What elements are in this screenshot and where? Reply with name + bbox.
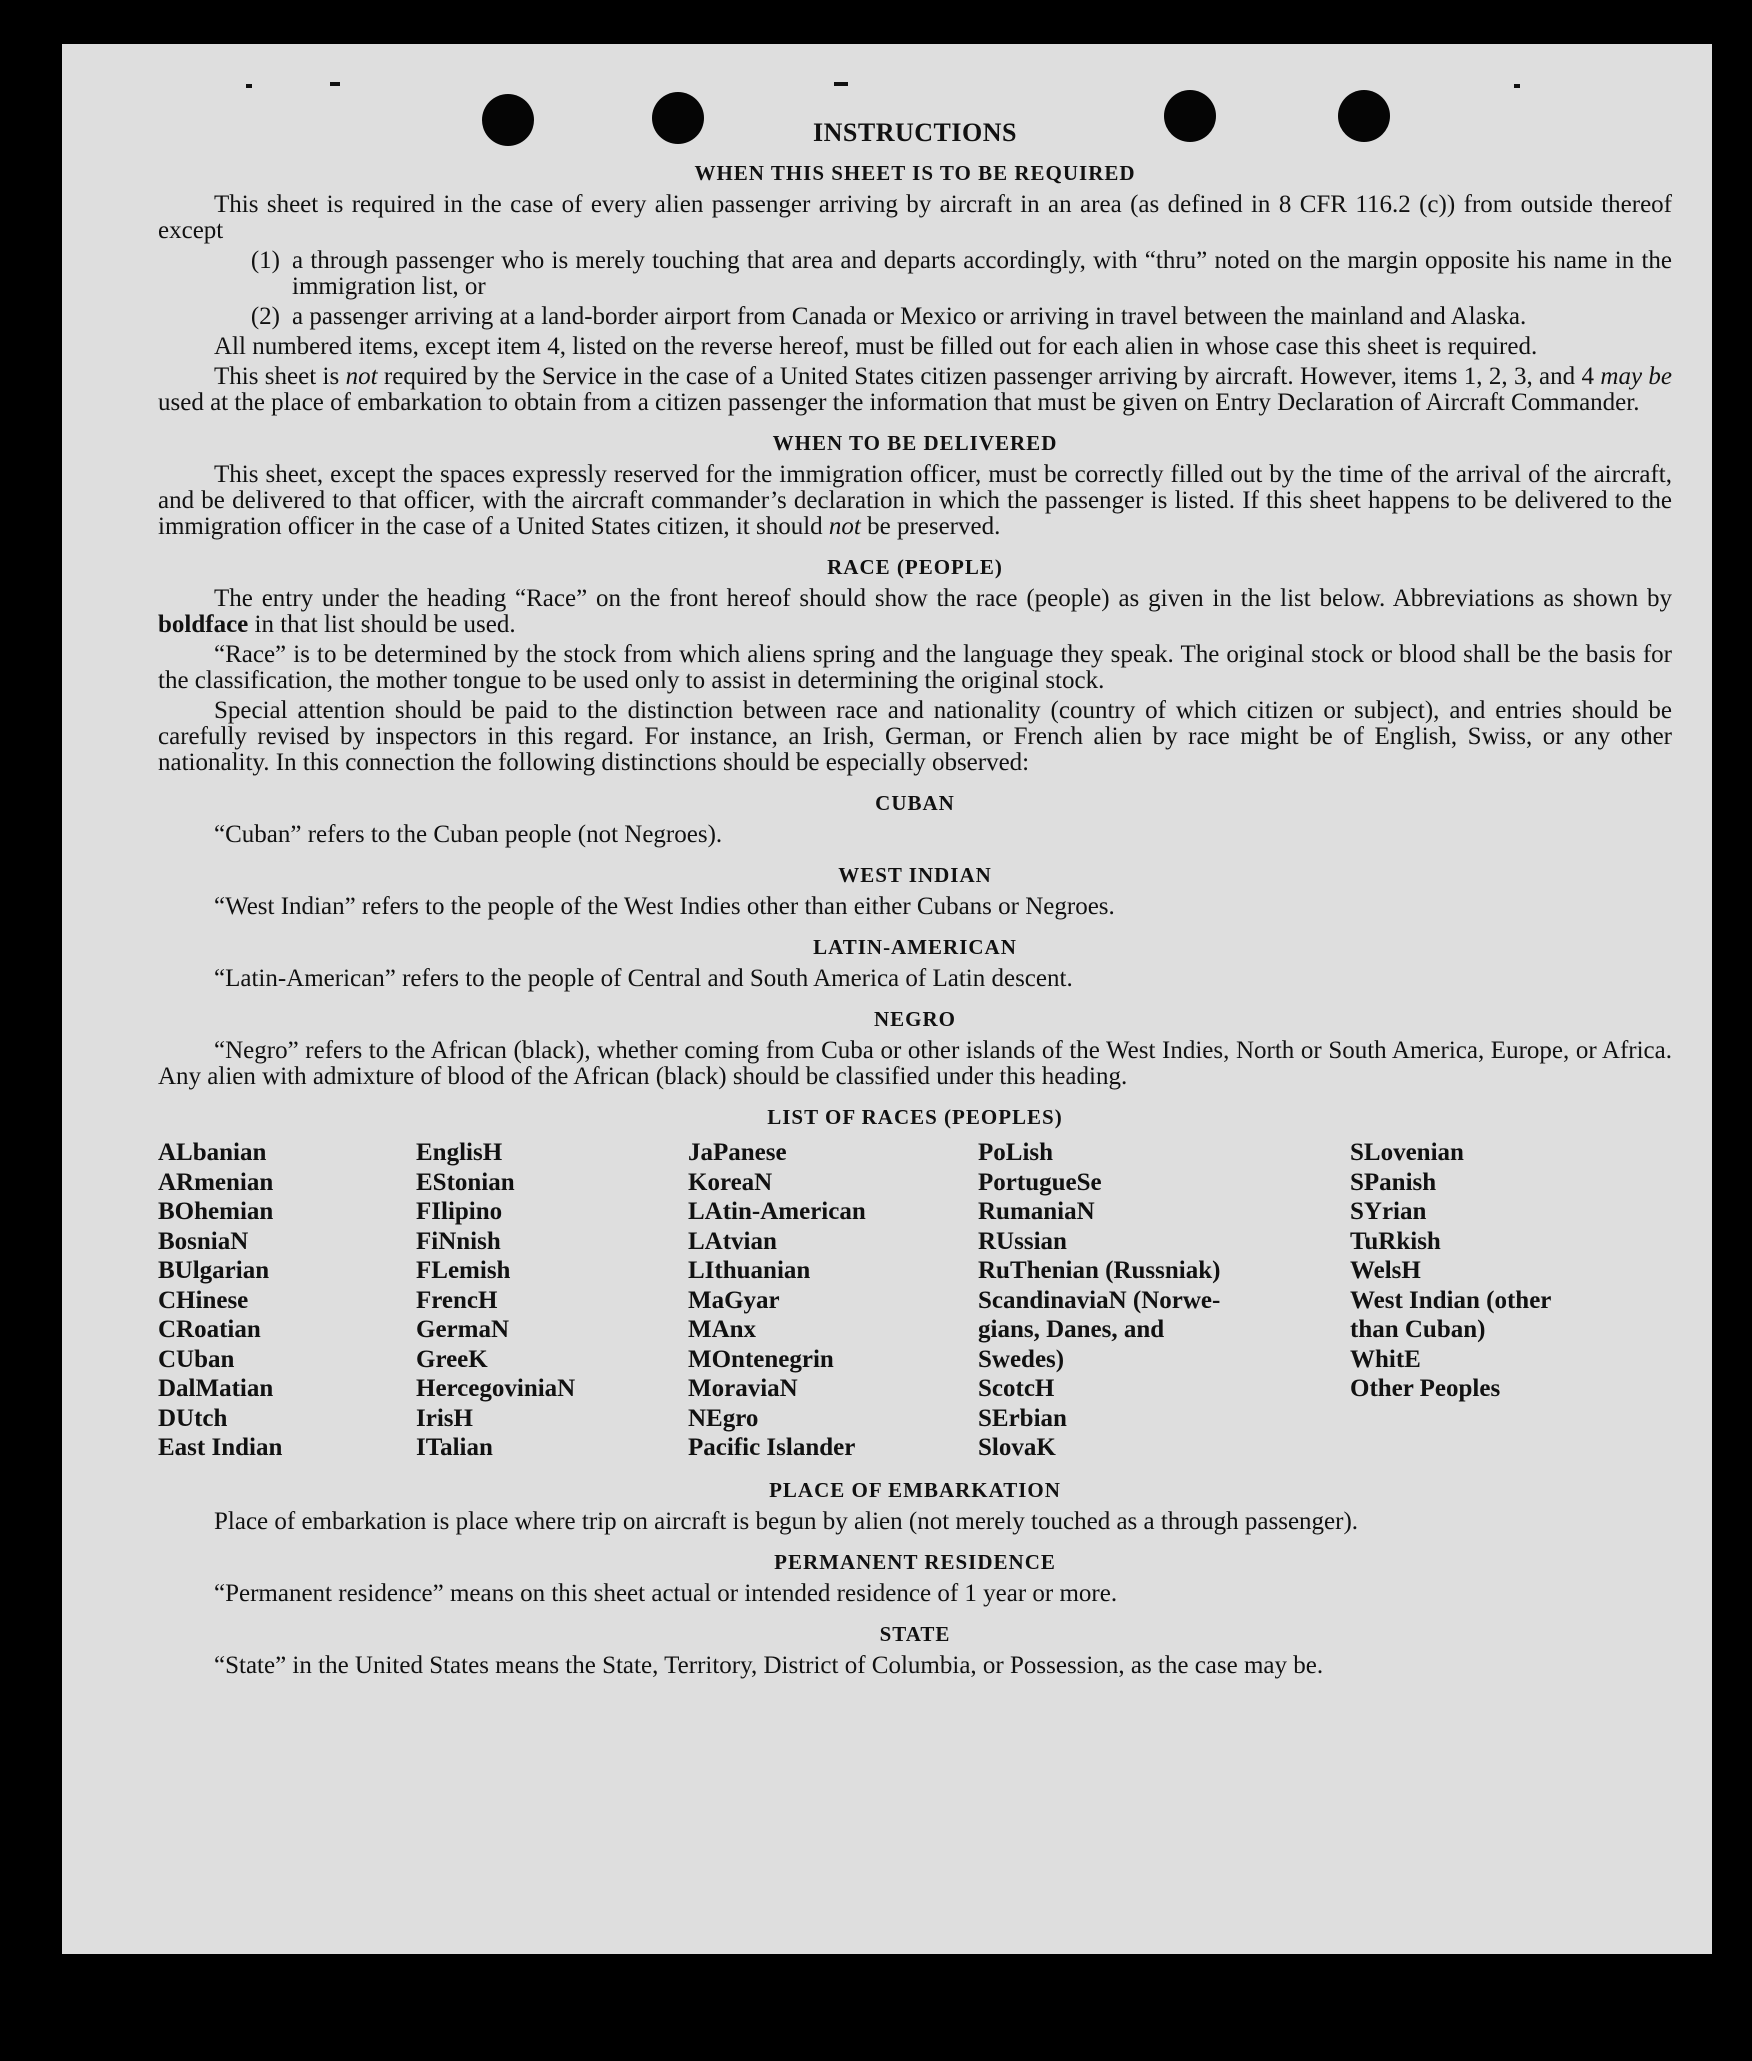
race-entry: West Indian (other [1350, 1286, 1552, 1314]
race-entry: SYrian [1350, 1198, 1427, 1225]
section-heading: LATIN-AMERICAN [813, 935, 1017, 959]
race-entry: EStonian [416, 1168, 515, 1196]
text-run: This sheet, except the spaces expressly reserved for the immigration officer, must be correctly filled out by the time of the arrival of the aircraft, and be delivered to that officer, with the aircraft commander’s declaration in which the passenger is listed. If this sheet happens to be delivered to the immigration officer in the case of a United States citizen, it should [158, 461, 1672, 540]
list-item [158, 248, 1672, 300]
text-run: The entry under the heading “Race” on the front hereof should show the race (people) as given in the list below. Abbreviations as shown by [214, 585, 1672, 612]
race-entry: BosniaN [158, 1227, 249, 1255]
race-entry: Swedes) [978, 1345, 1065, 1373]
race-column [688, 1138, 978, 1463]
text-run: be preserved. [860, 513, 1001, 540]
race-entry: ScandinaviaN (Norwe- [978, 1286, 1221, 1314]
race-entry: RumaniaN [978, 1198, 1095, 1225]
section-heading: PLACE OF EMBARKATION [769, 1477, 1061, 1502]
italic-run: not [828, 513, 861, 540]
item-number: (2) [250, 303, 280, 330]
item-text: a passenger arriving at a land-border airport from Canada or Mexico or arriving in travel between the mainland and Alaska. [292, 303, 1527, 330]
section-heading: CUBAN [875, 791, 955, 815]
race-entry: CHinese [158, 1286, 249, 1314]
section-heading: WHEN TO BE DELIVERED [772, 431, 1058, 455]
race-entry: FrencH [416, 1286, 498, 1314]
race-entry: MAnx [688, 1316, 757, 1343]
race-entry: TuRkish [1350, 1227, 1441, 1255]
race-entry: ARmenian [158, 1168, 274, 1196]
paragraph: “Negro” refers to the African (black), whether coming from Cuba or other islands of the West Indies, North or South America, Europe, or Africa. Any alien with admixture of blood of the African (black) should be classified under this heading. [158, 1037, 1672, 1090]
race-entry: PortugueSe [978, 1168, 1102, 1196]
race-entry: BUlgarian [158, 1257, 270, 1284]
race-entry: LIthuanian [688, 1257, 811, 1284]
section-heading: STATE [879, 1621, 951, 1646]
section-heading: RACE (PEOPLE) [827, 555, 1003, 579]
race-entry: MaGyar [688, 1286, 780, 1314]
scan-speck [330, 82, 340, 86]
section-heading: WHEN THIS SHEET IS TO BE REQUIRED [694, 161, 1136, 185]
race-entry: EnglisH [416, 1139, 503, 1166]
race-entry: CUban [158, 1345, 235, 1373]
text-run: required by the Service in the case of a United States citizen passenger arriving by aircraft. However, items 1, 2, 3, and 4 [377, 363, 1601, 390]
paragraph: “Latin-American” refers to the people of Central and South America of Latin descent. [214, 965, 1073, 992]
paragraph [158, 364, 1672, 416]
paragraph: “Permanent residence” means on this sheet actual or intended residence of 1 year or more. [214, 1579, 1118, 1607]
paragraph: Place of embarkation is place where trip on aircraft is begun by alien (not merely touched as a through passenger). [214, 1507, 1359, 1535]
paragraph: “Race” is to be determined by the stock from which aliens spring and the language they speak. The original stock or blood shall be the basis for the classification, the mother tongue to be used only to assist in determining the original stock. [158, 641, 1672, 694]
text-run: This sheet is [214, 363, 346, 390]
race-entry: DUtch [158, 1404, 228, 1432]
race-entry: IrisH [416, 1404, 473, 1432]
race-entry: gians, Danes, and [978, 1316, 1165, 1343]
section-heading: NEGRO [873, 1007, 956, 1031]
section-heading: LIST OF RACES (PEOPLES) [767, 1105, 1063, 1129]
paragraph: This sheet is required in the case of every alien passenger arriving by aircraft in an area (as defined in 8 CFR 116.2 (c)) from outside thereof except [158, 191, 1672, 244]
race-entry: SlovaK [978, 1434, 1056, 1461]
race-entry: FLemish [416, 1257, 511, 1284]
section-heading: PERMANENT RESIDENCE [774, 1549, 1056, 1574]
race-entry: SPanish [1350, 1168, 1437, 1196]
race-column [416, 1138, 688, 1463]
text-run: in that list should be used. [248, 611, 516, 638]
race-column [1350, 1138, 1640, 1463]
paragraph: “West Indian” refers to the people of the West Indies other than either Cubans or Negroes. [214, 893, 1115, 920]
race-entry: JaPanese [688, 1139, 787, 1166]
race-entry: NEgro [688, 1404, 759, 1432]
race-entry: PoLish [978, 1139, 1054, 1166]
document-page [62, 44, 1712, 1954]
race-entry: LAtin-American [688, 1198, 866, 1225]
race-entry: SLovenian [1350, 1139, 1464, 1166]
race-entry: RuThenian (Russniak) [978, 1257, 1221, 1284]
race-column [158, 1138, 416, 1463]
section-heading: WEST INDIAN [838, 863, 992, 887]
scan-speck [1514, 84, 1520, 88]
race-entry: HercegoviniaN [416, 1375, 576, 1402]
list-item [158, 304, 1672, 330]
paragraph: “Cuban” refers to the Cuban people (not Negroes). [214, 821, 723, 848]
race-entry: ScotcH [978, 1375, 1055, 1402]
paragraph: “State” in the United States means the State, Territory, District of Columbia, or Possession, as the case may be. [214, 1651, 1324, 1679]
race-entry: Other Peoples [1350, 1375, 1501, 1402]
paragraph: All numbered items, except item 4, listed on the reverse hereof, must be filled out for each alien in whose case this sheet is required. [214, 333, 1538, 360]
race-entry: CRoatian [158, 1316, 261, 1343]
race-entry: DalMatian [158, 1375, 274, 1402]
race-list [158, 1138, 1672, 1463]
race-entry: East Indian [158, 1434, 283, 1461]
race-entry: ITalian [416, 1434, 493, 1461]
race-entry: BOhemian [158, 1198, 274, 1225]
race-column [978, 1138, 1350, 1463]
item-number: (1) [250, 247, 280, 274]
paragraph [158, 586, 1672, 638]
bold-run: boldface [158, 611, 249, 638]
race-entry: MOntenegrin [688, 1345, 834, 1373]
text-run: used at the place of embarkation to obtain from a citizen passenger the information that must be given on Entry Declaration of Aircraft Commander. [158, 389, 1640, 416]
italic-run: may be [1600, 363, 1673, 390]
scan-speck [246, 84, 252, 88]
race-entry: GreeK [416, 1345, 488, 1373]
paragraph [158, 462, 1672, 540]
paragraph: Special attention should be paid to the distinction between race and nationality (country of which citizen or subject), and entries should be carefully revised by inspectors in this regard. For instance, an Irish, German, or French alien by race might be of English, Swiss, or any other nationality. In this connection the following distinctions should be especially observed: [158, 697, 1672, 776]
race-entry: WelsH [1350, 1257, 1421, 1284]
italic-run: not [345, 363, 378, 390]
item-text: a through passenger who is merely touching that area and departs accordingly, with “thru” noted on the margin opposite his name in the immigration list, or [292, 247, 1672, 300]
race-entry: SErbian [978, 1404, 1067, 1432]
scan-speck [834, 82, 848, 86]
race-entry: than Cuban) [1350, 1316, 1486, 1343]
race-entry: KoreaN [688, 1168, 773, 1196]
race-entry: RUssian [978, 1227, 1067, 1255]
race-entry: WhitE [1350, 1345, 1421, 1373]
race-entry: MoraviaN [688, 1375, 798, 1402]
instructions-body [158, 120, 1672, 1683]
page-title: INSTRUCTIONS [813, 118, 1017, 147]
race-entry: FiNnish [416, 1227, 501, 1255]
race-entry: FIlipino [416, 1198, 503, 1225]
race-entry: GermaN [416, 1316, 510, 1343]
race-entry: ALbanian [158, 1139, 267, 1166]
race-entry: Pacific Islander [688, 1434, 856, 1461]
race-entry: LAtvian [688, 1227, 777, 1255]
